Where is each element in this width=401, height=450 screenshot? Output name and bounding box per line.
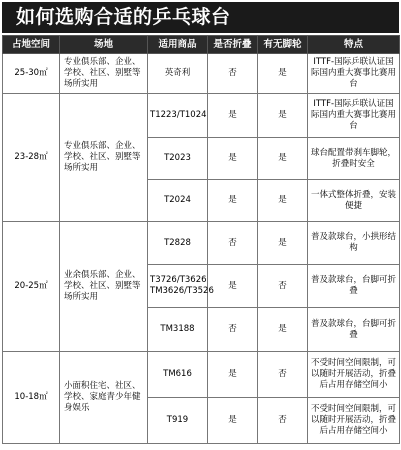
product-cell: TM616 [148, 352, 208, 398]
venue-cell: 业余俱乐部、企业、学校、社区、别墅等场所实用 [60, 222, 148, 352]
fold-cell: 是 [208, 94, 258, 138]
product-cell: T2828 [148, 222, 208, 265]
product-cell-text: T3726/T3626 TM3626/T3526 [150, 275, 214, 296]
fold-cell: 是 [208, 180, 258, 222]
wheels-cell: 否 [258, 398, 308, 444]
product-cell: T2024 [148, 180, 208, 222]
fold-cell: 是 [208, 265, 258, 308]
venue-cell: 专业俱乐部、企业、学校、社区、别墅等场所实用 [60, 94, 148, 222]
wheels-cell: 是 [258, 94, 308, 138]
feature-cell: ITTF-国际乒联认证国际国内重大赛事比赛用台 [308, 54, 400, 94]
fold-cell: 是 [208, 352, 258, 398]
space-cell: 10-18㎡ [3, 352, 60, 444]
feature-cell: 普及款球台，台脚可折叠 [308, 308, 400, 352]
header-wheels: 有无脚轮 [258, 36, 308, 54]
wheels-cell: 是 [258, 222, 308, 265]
page-title: 如何选购合适的乒乓球台 [2, 2, 399, 33]
fold-cell: 否 [208, 222, 258, 265]
header-space: 占地空间 [3, 36, 60, 54]
fold-cell: 是 [208, 398, 258, 444]
product-cell: T1223/T1024 [148, 94, 208, 138]
header-product: 适用商品 [148, 36, 208, 54]
header-venue: 场地 [60, 36, 148, 54]
comparison-table [2, 35, 400, 444]
wheels-cell: 是 [258, 138, 308, 180]
header-row [3, 36, 400, 54]
wheels-cell: 是 [258, 180, 308, 222]
feature-cell: 一体式整体折叠，安装便捷 [308, 180, 400, 222]
venue-cell: 专业俱乐部、企业、学校、社区、别墅等场所实用 [60, 54, 148, 94]
fold-cell: 否 [208, 54, 258, 94]
feature-cell: 普及款球台，台脚可折叠 [308, 265, 400, 308]
feature-cell: ITTF-国际乒联认证国际国内重大赛事比赛用台 [308, 94, 400, 138]
table-row [3, 54, 400, 94]
wheels-cell: 否 [258, 352, 308, 398]
space-cell: 23-28㎡ [3, 94, 60, 222]
space-cell: 25-30㎡ [3, 54, 60, 94]
header-fold: 是否折叠 [208, 36, 258, 54]
fold-cell: 是 [208, 138, 258, 180]
wheels-cell: 否 [258, 265, 308, 308]
feature-cell: 不受时间空间限制，可以随时开展活动，折叠后占用存储空间小 [308, 398, 400, 444]
product-cell: T919 [148, 398, 208, 444]
product-cell [148, 265, 214, 308]
feature-cell: 普及款球台，小拱形结构 [308, 222, 400, 265]
product-cell: 英奇利 [148, 54, 208, 94]
header-feature: 特点 [308, 36, 400, 54]
product-cell: T2023 [148, 138, 208, 180]
wheels-cell: 是 [258, 54, 308, 94]
venue-cell: 小面积住宅、社区、学校、家庭青少年健身娱乐 [60, 352, 148, 444]
table-row [3, 94, 400, 138]
table-row [3, 222, 400, 265]
feature-cell: 球台配置带刹车脚轮，折叠时安全 [308, 138, 400, 180]
fold-cell: 否 [208, 308, 258, 352]
space-cell: 20-25㎡ [3, 222, 60, 352]
wheels-cell: 是 [258, 308, 308, 352]
table-row [3, 352, 400, 398]
product-cell: TM3188 [148, 308, 208, 352]
feature-cell: 不受时间空间限制，可以随时开展活动，折叠后占用存储空间小 [308, 352, 400, 398]
